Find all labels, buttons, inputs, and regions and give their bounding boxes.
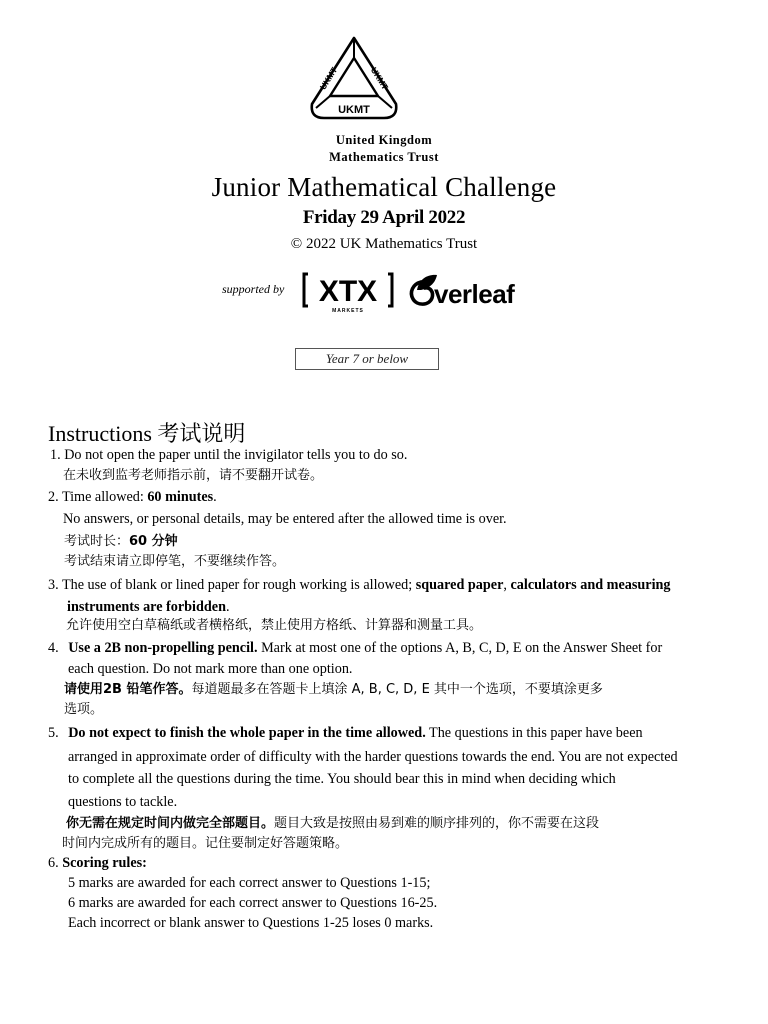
supported-by-label: supported by: [222, 282, 285, 296]
item3-line: [48, 576, 671, 594]
page-title: Junior Mathematical Challenge: [211, 172, 557, 202]
item3-text-e: instruments are forbidden: [67, 599, 226, 615]
logo-text-left: UKMT: [317, 65, 340, 92]
item5-chinese-line2: 时间内完成所有的题目。记住要制定好答题策略。: [62, 836, 349, 851]
item4-text-a: Use a 2B non-propelling pencil.: [68, 640, 258, 656]
item3-number: 3.: [48, 577, 59, 593]
item3-text-b: squared paper: [415, 577, 504, 593]
overleaf-wordmark: verleaf: [434, 279, 515, 308]
scoring-rule-1: 5 marks are awarded for each correct answer to Questions 1-15;: [68, 875, 431, 891]
item2-cn-b: 60 分钟: [129, 534, 178, 549]
item4-chinese-line2: 选项。: [64, 702, 104, 717]
item6-number: 6.: [48, 855, 59, 871]
item6-heading: Scoring rules:: [62, 855, 147, 871]
item5-text-a: Do not expect to finish the whole paper in the time allowed.: [68, 725, 426, 741]
item3-text-c: ,: [503, 577, 507, 593]
scoring-rule-2: 6 marks are awarded for each correct answer to Questions 16-25.: [68, 895, 438, 911]
item4-cn-b: 每道题最多在答题卡上填涂 A, B, C, D, E 其中一个选项，不要填涂更多: [191, 682, 603, 697]
item3-text-a: The use of blank or lined paper for rough working is allowed;: [61, 577, 413, 593]
item2-chinese-line2: 考试结束请立即停笔，不要继续作答。: [64, 554, 286, 569]
item6-line: [48, 854, 147, 872]
item3-text-f: .: [225, 599, 230, 615]
item2-number: 2.: [48, 489, 59, 505]
org-name-line2: Mathematics Trust: [329, 150, 439, 164]
item5-line: [48, 724, 643, 742]
item1-number: 1.: [50, 447, 61, 463]
scoring-rule-3: Each incorrect or blank answer to Questions 1-25 loses 0 marks.: [68, 915, 434, 931]
item1-chinese: 在未收到监考老师指示前，请不要翻开试卷。: [63, 468, 324, 483]
item5-line2: arranged in approximate order of difficulty with the harder questions towards the end. You are not expected: [68, 749, 678, 765]
item2-chinese: [64, 533, 178, 551]
item5-chinese: [66, 815, 599, 833]
item4-line: [48, 639, 662, 657]
item4-text-b: Mark at most one of the options A, B, C, D, E on the Answer Sheet for: [261, 640, 663, 656]
xtx-wordmark: XTX: [318, 275, 378, 308]
item5-cn-b: 题目大致是按照由易到难的顺序排列的，你不需要在这段: [274, 816, 600, 831]
item3-text-d: calculators and measuring: [510, 577, 671, 593]
item1-text: Do not open the paper until the invigilator tells you to do so.: [64, 447, 408, 463]
item2-text-a: Time allowed:: [61, 489, 144, 505]
item2-line2: No answers, or personal details, may be entered after the allowed time is over.: [63, 511, 507, 527]
item5-cn-a: 你无需在规定时间内做完全部题目。: [66, 816, 275, 831]
item3-chinese: 允许使用空白草稿纸或者横格纸，禁止使用方格纸、计算器和测量工具。: [66, 618, 483, 633]
logo-text-bottom: UKMT: [338, 104, 370, 116]
item2-cn-a: 考试时长：: [64, 534, 130, 549]
item5-text-b: The questions in this paper have been: [429, 725, 643, 741]
item5-line4: questions to tackle.: [68, 794, 178, 810]
item1-line: [50, 446, 407, 464]
item2-line: [48, 488, 217, 506]
item5-number: 5.: [48, 725, 59, 741]
instructions-heading: Instructions 考试说明: [48, 421, 246, 446]
item2-time: 60 minutes: [147, 489, 214, 505]
exam-date: Friday 29 April 2022: [302, 207, 466, 228]
ukmt-logo: [306, 34, 402, 122]
overleaf-logo: [407, 272, 537, 308]
item5-line3: to complete all the questions during the time. You should bear this in mind when deciding which: [68, 771, 616, 787]
year-level-box: Year 7 or below: [295, 348, 439, 370]
item4-number: 4.: [48, 640, 59, 656]
org-name-line1: United Kingdom: [335, 133, 433, 147]
item4-line2: each question. Do not mark more than one option.: [68, 661, 353, 677]
copyright-notice: © 2022 UK Mathematics Trust: [290, 236, 478, 252]
item3-line2: [67, 598, 230, 616]
item2-text-c: .: [213, 489, 217, 505]
xtx-markets-sub: MARKETS: [332, 308, 364, 314]
xtx-markets-logo: [302, 270, 394, 314]
item4-cn-a: 请使用2B 铅笔作答。: [64, 682, 192, 697]
item4-chinese: [64, 681, 603, 699]
logo-text-right: UKMT: [368, 65, 391, 92]
